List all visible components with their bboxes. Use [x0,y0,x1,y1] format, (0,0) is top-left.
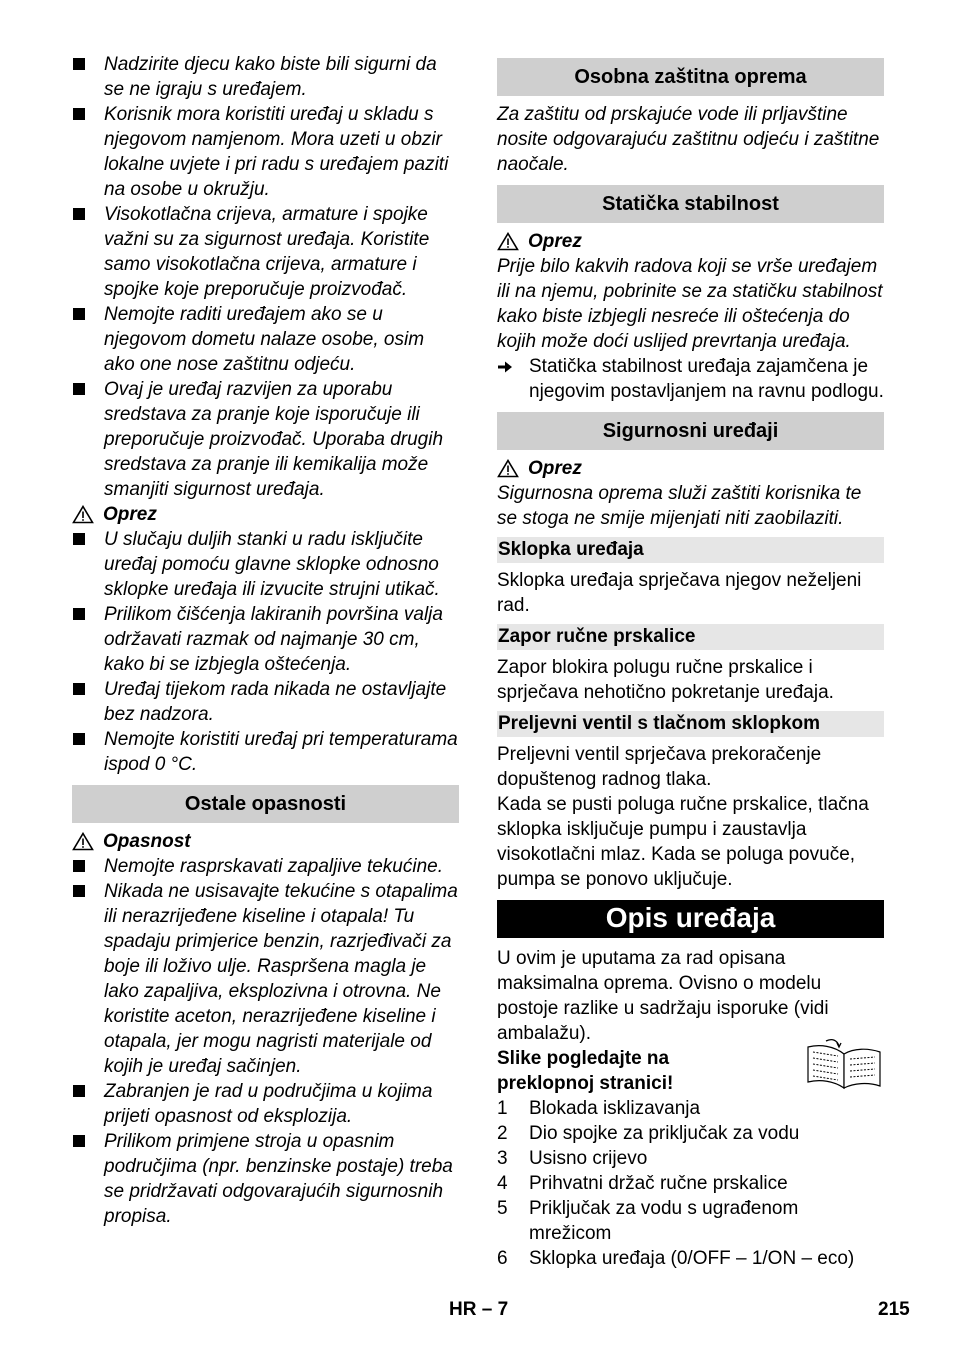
list-item: 6 Sklopka uređaja (0/OFF – 1/ON – eco) [497,1248,855,1269]
list-item: Prilikom primjene stroja u opasnim područjima (npr. benzinske postaje) treba se pridržavati odgovarajućih sigurnosnih propisa. [72,1129,459,1229]
danger-label: Opasnost [103,831,191,852]
arrow-right-icon [497,354,529,404]
sklopka-text: Sklopka uređaja sprječava njegov neželjeni rad. [497,570,862,616]
subheading-zapor-rucne-prskalice: Zapor ručne prskalice [497,624,884,650]
list-item: 3 Usisno crijevo [497,1148,648,1169]
list-item: 5 Priključak za vodu s ugrađenom mrežicom [497,1198,799,1244]
list-item: Uređaj tijekom rada nikada ne ostavljajte bez nadzora. [72,677,459,727]
list-item: U slučaju duljih stanki u radu isključite uređaj pomoću glavne sklopke odnosno sklopke uređaja ili izvucite strujni utikač. [72,527,459,602]
section-heading-osobna-zastitna-oprema: Osobna zaštitna oprema [497,58,884,96]
list-item: 4 Prihvatni držač ručne prskalice [497,1173,788,1194]
sigurnosni-text: Sigurnosna oprema služi zaštiti korisnika te se stoga ne smije mijenjati niti zaobilaziti. [497,483,862,529]
subheading-preljevni-ventil: Preljevni ventil s tlačnom sklopkom [497,711,884,737]
list-item: Nikada ne usisavajte tekućine s otapalima ili nerazrijeđene kiseline i otapala! Tu spadaju primjerice benzin, razrjeđivači za boje ili loživo ulje. Raspršena magla je lako zapaljiva, eksplozivna i otrovna. Ne koristite aceton, nerazrijeđene kiseline i otapala, jer mogu nagristi materijale od kojih je uređaj sačinjen. [72,879,459,1079]
chapter-heading-opis-uredaja: Opis uređaja [497,900,884,938]
list-item: Nemojte raditi uređajem ako se u njegovom dometu nalaze osobe, osim ako one nose zaštitnu odjeću. [72,302,459,377]
page-number: 215 [878,1299,910,1320]
staticka-arrow-item [497,354,884,404]
danger-list [72,854,459,1229]
subheading-sklopka-uredaja: Sklopka uređaja [497,537,884,563]
caution-heading [497,456,884,481]
open-book-icon [804,1038,884,1090]
safety-list-2 [72,527,459,777]
list-item: Nemojte koristiti uređaj pri temperaturama ispod 0 °C. [72,727,459,777]
list-item: 2 Dio spojke za priključak za vodu [497,1123,800,1144]
osobna-text: Za zaštitu od prskajuće vode ili prljavštine nosite odgovarajuću zaštitnu odjeću i zaštitne naočale. [497,104,880,175]
parts-list [497,1096,884,1271]
danger-heading [72,829,459,854]
caution-heading [72,502,459,527]
opis-text: U ovim je uputama za rad opisana maksimalna oprema. Ovisno o modelu postoje razlike u sadržaju isporuke (vidi ambalažu). [497,948,829,1044]
section-heading-ostale-opasnosti: Ostale opasnosti [72,785,459,823]
list-item: Nadzirite djecu kako biste bili sigurni da se ne igraju s uređajem. [72,52,459,102]
right-column [497,50,884,1271]
list-item: Visokotlačna crijeva, armature i spojke važni su za sigurnost uređaja. Koristite samo visokotlačna crijeva, armature i spojke koje preporučuje proizvođač. [72,202,459,302]
section-heading-sigurnosni-uredaji: Sigurnosni uređaji [497,412,884,450]
see-foldout-note [497,1046,884,1096]
list-item: Ovaj je uređaj razvijen za uporabu sredstava za pranje koje isporučuje ili preporučuje proizvođač. Uporaba drugih sredstava za pranje ili kemikalija može smanjiti sigurnost uređaja. [72,377,459,502]
list-item: Korisnik mora koristiti uređaj u skladu s njegovom namjenom. Mora uzeti u obzir lokalne uvjete i pri radu s uređajem paziti na osobe u okružju. [72,102,459,202]
warning-triangle-icon [497,232,519,251]
list-item: Nemojte rasprskavati zapaljive tekućine. [72,854,459,879]
see-foldout-text: Slike pogledajte na preklopnoj stranici! [497,1048,674,1094]
footer-section-label: HR – 7 [449,1299,509,1320]
left-column [72,52,459,1229]
caution-label: Oprez [103,504,157,525]
caution-label: Oprez [528,458,582,479]
warning-triangle-icon [497,459,519,478]
list-item: 1 Blokada isklizavanja [497,1098,701,1119]
preljevni-text-1: Preljevni ventil sprječava prekoračenje dopuštenog radnog tlaka. [497,744,822,790]
staticka-arrow-text: Statička stabilnost uređaja zajamčena je njegovim postavljanjem na ravnu podlogu. [529,356,884,402]
staticka-text: Prije bilo kakvih radova koji se vrše uređajem ili na njemu, pobrinite se za statičku stabilnost kako biste izbjegli nesreće ili oštećenja do kojih može doći uslijed prevrtanja uređaja. [497,256,883,352]
preljevni-text-2: Kada se pusti poluga ručne prskalice, tlačna sklopka isključuje pumpu i zaustavlja visokotlačni mlaz. Kada se poluga povuče, pumpa se ponovo uključuje. [497,794,869,890]
caution-heading [497,229,884,254]
zapor-text: Zapor blokira polugu ručne prskalice i sprječava nehotično pokretanje uređaja. [497,657,834,703]
list-item: Zabranjen je rad u područjima u kojima prijeti opasnost od eksplozija. [72,1079,459,1129]
section-heading-staticka-stabilnost: Statička stabilnost [497,185,884,223]
caution-label: Oprez [528,231,582,252]
warning-triangle-icon [72,832,94,851]
warning-triangle-icon [72,505,94,524]
list-item: Prilikom čišćenja lakiranih površina valja održavati razmak od najmanje 30 cm, kako bi se izbjegla oštećenja. [72,602,459,677]
safety-list-1 [72,52,459,502]
